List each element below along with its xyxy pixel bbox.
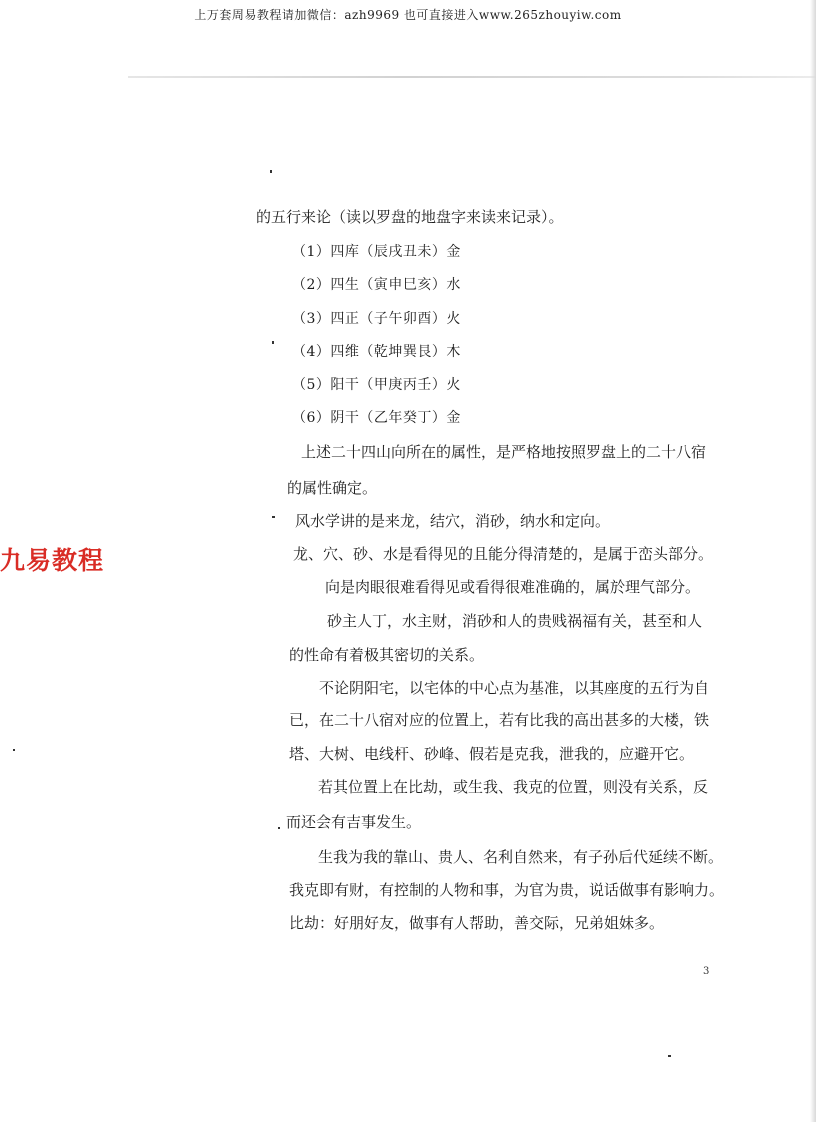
paragraph-line: 的性命有着极其密切的关系。 [289,646,485,664]
paragraph-line: 风水学讲的是来龙，结穴，消砂，纳水和定向。 [295,512,611,530]
list-item: （4）四维（乾坤巽艮）木 [292,344,461,360]
list-item: （3）四正（子午卯酉）火 [292,311,461,327]
paragraph-line: 塔、大树、电线杆、砂峰、假若是克我，泄我的，应避开它。 [289,745,695,763]
scan-divider-line [128,76,816,78]
paragraph-line: 已，在二十八宿对应的位置上，若有比我的高出甚多的大楼，铁 [289,711,710,729]
page-number: 3 [703,966,710,977]
list-item: （6）阴干（乙年癸丁）金 [292,410,461,426]
paragraph-line: 生我为我的靠山、贵人、名利自然来，有子孙后代延续不断。 [318,848,724,866]
paragraph-line: 龙、穴、砂、水是看得见的且能分得清楚的，是属于峦头部分。 [293,545,714,563]
paragraph-line: 若其位置上在比劫，或生我、我克的位置，则没有关系，反 [318,778,709,796]
paragraph-line: 我克即有财，有控制的人物和事，为官为贵，说话做事有影响力。 [289,881,725,899]
paragraph-line: 的属性确定。 [287,479,378,497]
paragraph-line: 砂主人丁，水主财，消砂和人的贵贱祸福有关，甚至和人 [327,612,703,630]
list-item: （2）四生（寅申巳亥）水 [292,277,461,293]
watermark-logo: 九易教程 [0,546,105,575]
scan-speck [668,1055,671,1057]
scan-speck [270,170,272,173]
page-edge-shadow [810,0,816,1122]
list-item: （1）四库（辰戌丑未）金 [292,244,461,260]
paragraph-line: 向是肉眼很难看得见或看得很难准确的，属於理气部分。 [325,578,701,596]
scan-speck [278,827,280,829]
scan-speck [13,749,15,751]
scan-speck [272,516,275,518]
paragraph-line: 不论阴阳宅，以宅体的中心点为基准，以其座度的五行为自 [319,679,710,697]
paragraph-line: 上述二十四山向所在的属性，是严格地按照罗盘上的二十八宿 [301,443,707,461]
header-banner: 上万套周易教程请加微信：azh9969 也可直接进入www.265zhouyiw.com [194,8,622,22]
intro-line: 的五行来论（读以罗盘的地盘字来读来记录）。 [256,208,564,226]
paragraph-line: 比劫：好朋好友，做事有人帮助，善交际，兄弟姐妹多。 [289,914,665,932]
list-item: （5）阳干（甲庚丙壬）火 [292,377,461,393]
scan-speck [272,341,274,344]
paragraph-line: 而还会有吉事发生。 [286,813,422,831]
